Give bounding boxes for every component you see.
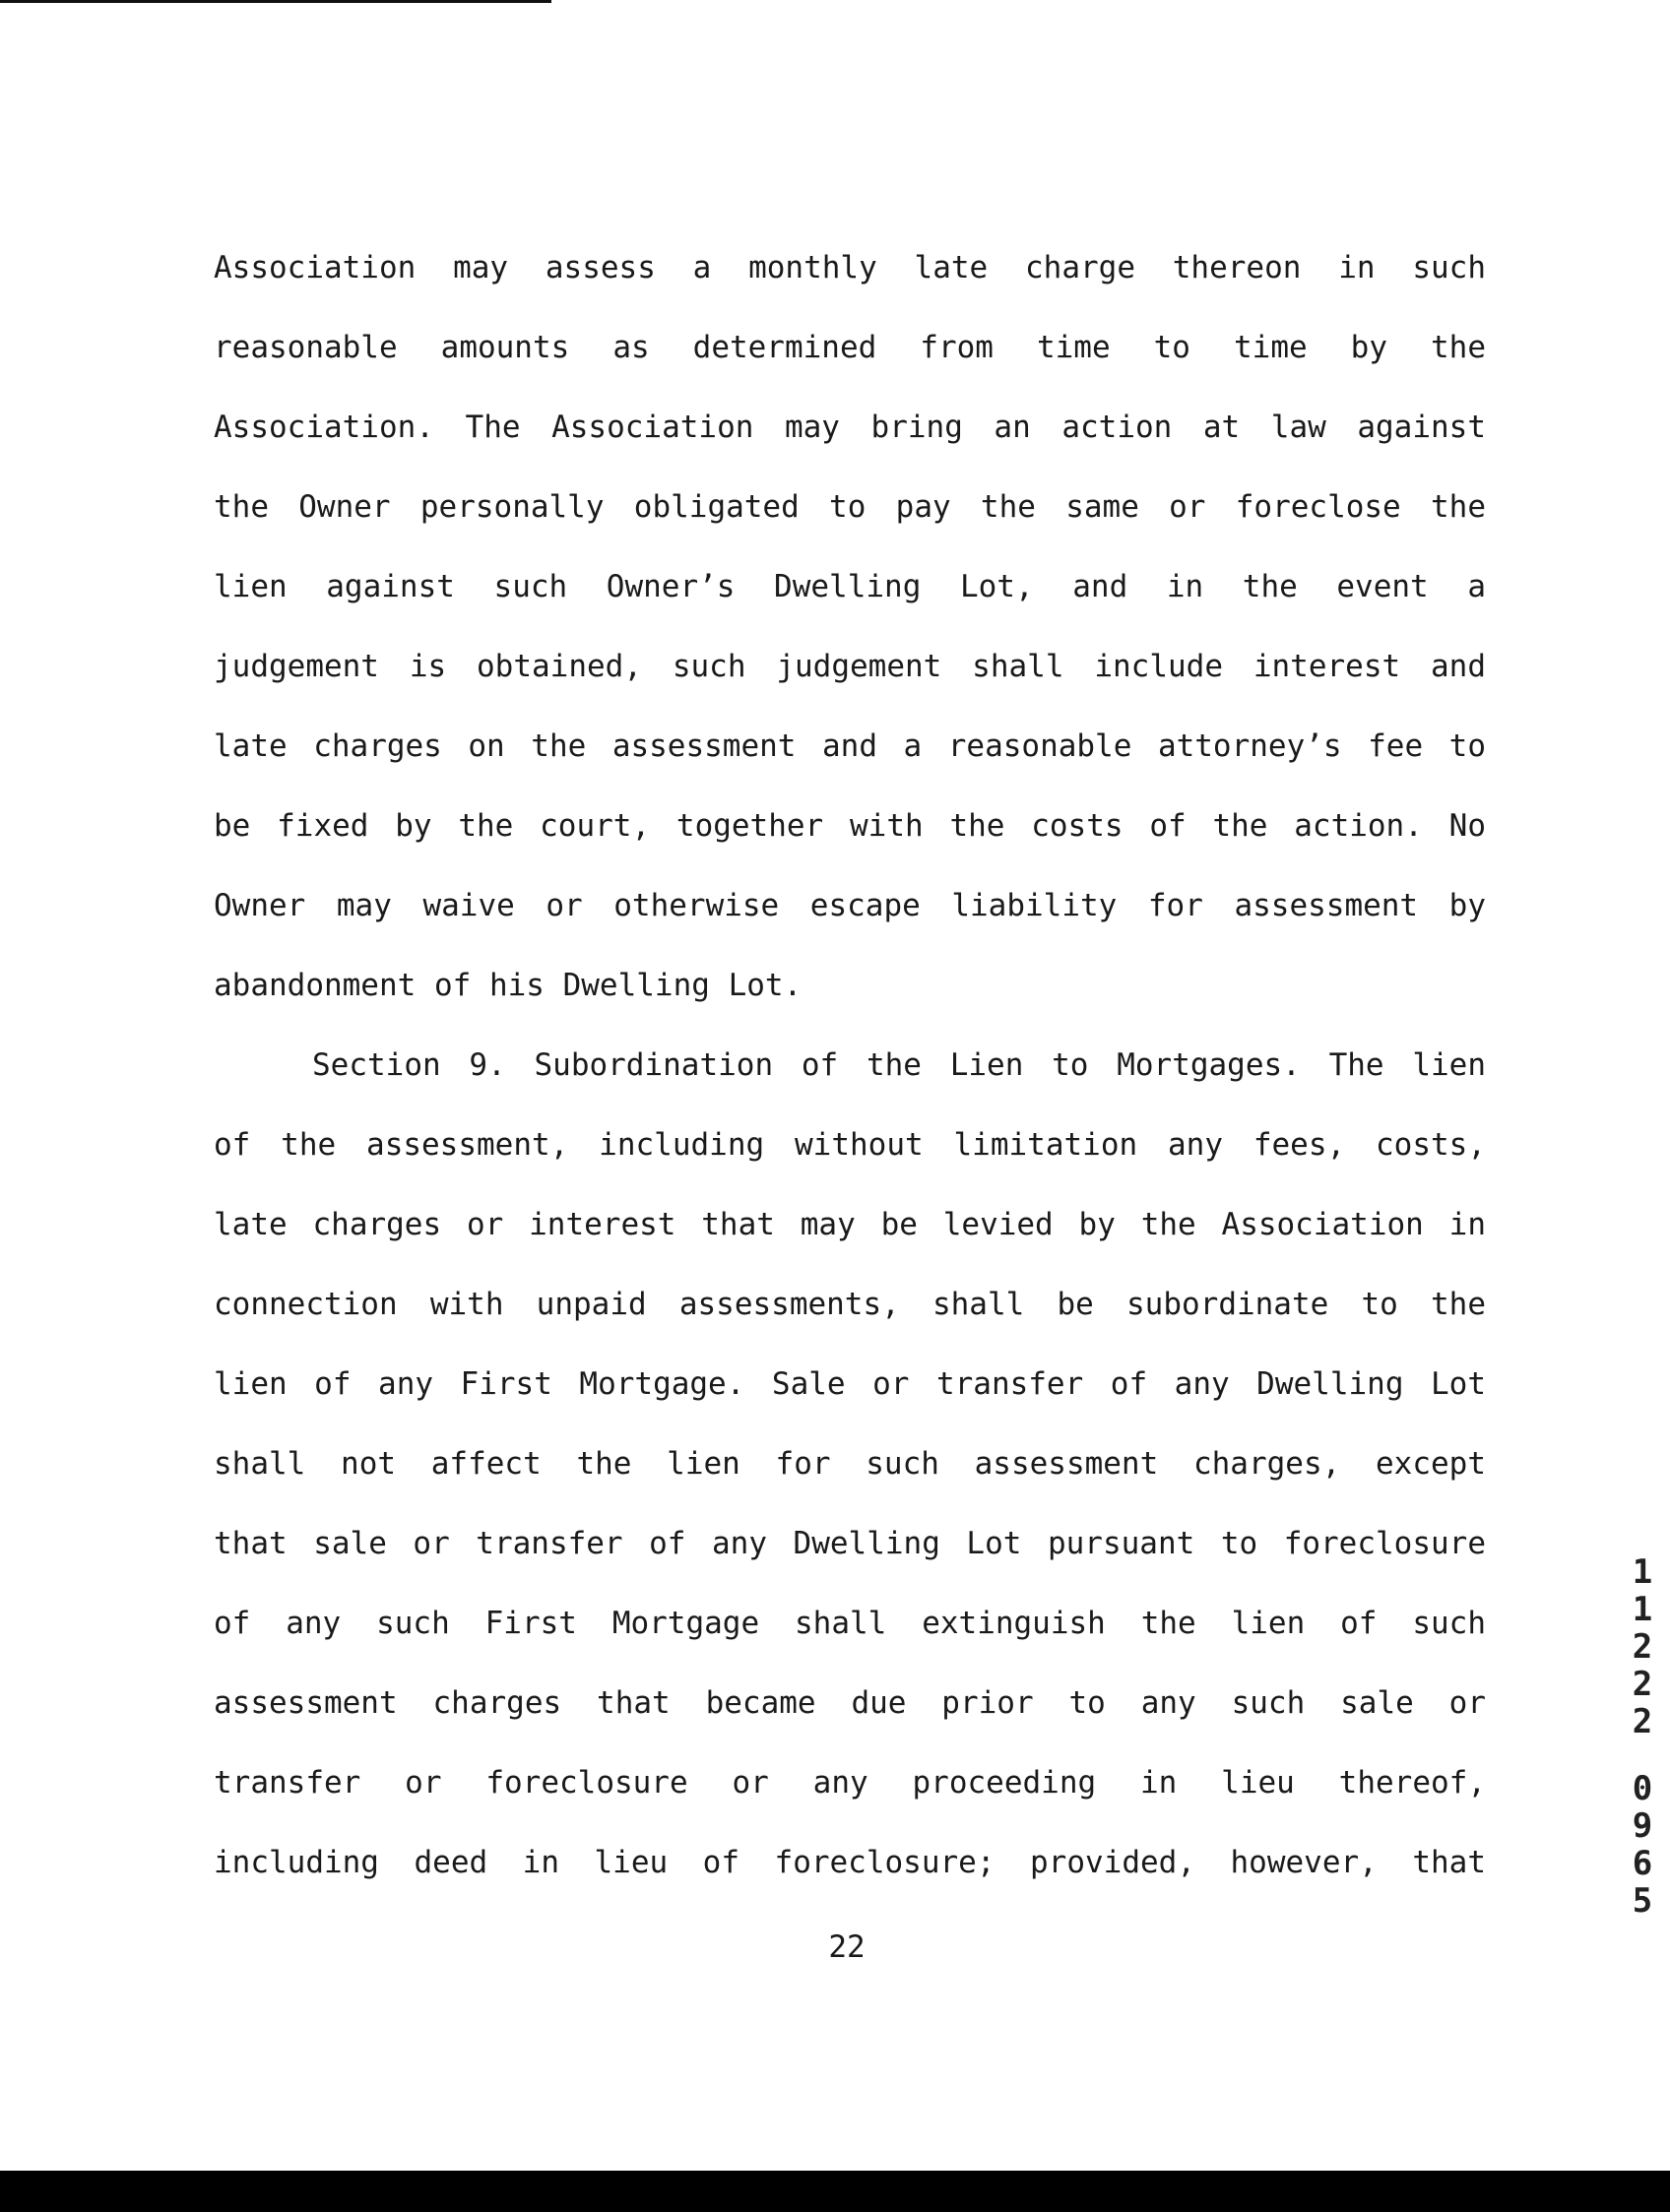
- text-line: be fixed by the court, together with the costs of the action. No: [214, 808, 1486, 844]
- stamp-digit: 1: [1632, 1552, 1653, 1592]
- text-line: including deed in lieu of foreclosure; provided, however, that: [214, 1845, 1486, 1880]
- text-line: reasonable amounts as determined from time to time by the: [214, 330, 1486, 365]
- text-line: the Owner personally obligated to pay the same or foreclose the: [214, 489, 1486, 525]
- text-line: transfer or foreclosure or any proceeding in lieu thereof,: [214, 1765, 1486, 1801]
- stamp-digit: 6: [1632, 1844, 1653, 1883]
- text-line: of any such First Mortgage shall extinguish the lien of such: [214, 1606, 1486, 1641]
- section-heading-line: Section 9. Subordination of the Lien to Mortgages. The lien: [312, 1047, 1486, 1083]
- stamp-gap: [1623, 1740, 1662, 1770]
- page-number: 22: [828, 1929, 866, 1965]
- text-line: shall not affect the lien for such assessment charges, except: [214, 1446, 1486, 1482]
- stamp-digit: 2: [1632, 1665, 1653, 1704]
- text-line: judgement is obtained, such judgement shall include interest and: [214, 649, 1486, 684]
- body-text: [214, 228, 1486, 1903]
- stamp-digit: 2: [1632, 1702, 1653, 1741]
- text-line: lien of any First Mortgage. Sale or transfer of any Dwelling Lot: [214, 1366, 1486, 1402]
- text-line: lien against such Owner’s Dwelling Lot, and in the event a: [214, 569, 1486, 604]
- text-line: Association. The Association may bring an action at law against: [214, 410, 1486, 445]
- text-line: late charges or interest that may be levied by the Association in: [214, 1207, 1486, 1242]
- stamp-digit: 0: [1632, 1769, 1653, 1808]
- text-line: Association may assess a monthly late charge thereon in such: [214, 250, 1486, 285]
- scan-bottom-edge: [0, 2171, 1670, 2212]
- text-line: connection with unpaid assessments, shall be subordinate to the: [214, 1287, 1486, 1322]
- text-line: late charges on the assessment and a reasonable attorney’s fee to: [214, 728, 1486, 764]
- stamp-digit: 1: [1632, 1590, 1653, 1629]
- stamp-digit: 9: [1632, 1806, 1653, 1846]
- text-line: assessment charges that became due prior to any such sale or: [214, 1685, 1486, 1721]
- text-line: Owner may waive or otherwise escape liability for assessment by: [214, 888, 1486, 923]
- scan-top-edge: [0, 0, 551, 3]
- text-line: of the assessment, including without limitation any fees, costs,: [214, 1127, 1486, 1163]
- stamp-digit: 5: [1632, 1881, 1653, 1921]
- stamp-digit: 2: [1632, 1627, 1653, 1667]
- margin-stamp: [1623, 1553, 1662, 1920]
- text-line: that sale or transfer of any Dwelling Lot pursuant to foreclosure: [214, 1526, 1486, 1561]
- text-line: abandonment of his Dwelling Lot.: [214, 968, 803, 1003]
